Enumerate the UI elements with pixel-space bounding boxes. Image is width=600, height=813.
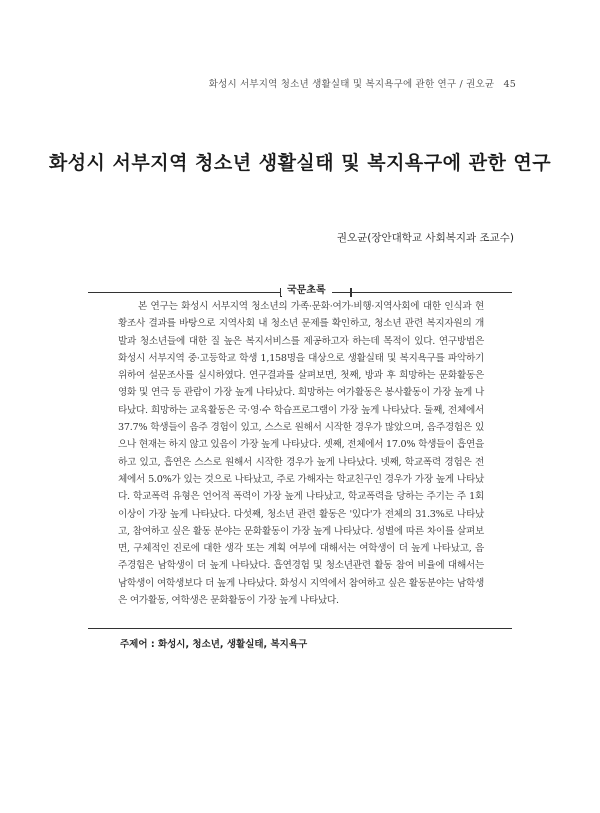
author-affiliation: 권오균(장안대학교 사회복지과 조교수) [336, 232, 514, 244]
divider-tick-right [350, 288, 352, 297]
keywords-divider [88, 628, 512, 629]
keywords: 주제어 : 화성시, 청소년, 생활실태, 복지욕구 [120, 639, 308, 650]
abstract-body: 본 연구는 화성시 서부지역 청소년의 가족·문화·여가·비행·지역사회에 대한 인식과 현황조사 결과를 바탕으로 지역사회 내 청소년 문제를 확인하고, 청소년 관련 복지자원의 개발과 청소년들에 대한 질 높은 복지서비스를 제공하고자 하는데 목적이 있다. 연구방법은 화성시 서부지역 중·고등학교 학생 1,158명을 대상으로 생활실태 및 복지욕구를 파악하기 위하여 설문조사를 실시하였다. 연구결과를 살펴보면, 첫째, 방과 후 희망하는 문화활동은 영화 및 연극 등 관람이 가장 높게 나타났다. 희망하는 여가활동은 봉사활동이 가장 높게 나타났다. 희망하는 교육활동은 국·영·수 학습프로그램이 가장 높게 나타났다. 둘째, 전체에서 37.7% 학생들이 음주 경험이 있고, 스스로 원해서 시작한 경우가 많았으며, 음주경험은 있으나 현재는 하지 않고 있음이 가장 높게 나타났다. 셋째, 전체에서 17.0% 학생들이 흡연을 하고 있고, 흡연은 스스로 원해서 시작한 경우가 높게 나타났다. 넷째, 학교폭력 경험은 전체에서 5.0%가 있는 것으로 나타났고, 주로 가해자는 학교친구인 경우가 가장 높게 나타났다. 학교폭력 유형은 언어적 폭력이 가장 높게 나타났고, 학교폭력을 당하는 주기는 주 1회 이상이 가장 높게 나타났다. 다섯째, 청소년 관련 활동은 '있다'가 전체의 31.3%로 나타났고, 참여하고 싶은 활동 분야는 문화활동이 가장 높게 나타났다. 성별에 따른 차이를 살펴보면, 구체적인 진로에 대한 생각 또는 계획 여부에 대해서는 여학생이 더 높게 나타났고, 음주경험은 남학생이 더 높게 나타났다. 흡연경험 및 청소년관련 활동 참여 비율에 대해서는 남학생이 여학생보다 더 높게 나타났다. 화성시 지역에서 참여하고 싶은 활동분야는 남학생은 여가활동, 여학생은 문화활동이 가장 높게 나타났다. [118, 301, 484, 607]
paper-title: 화성시 서부지역 청소년 생활실태 및 복지욕구에 관한 연구 [48, 152, 552, 174]
abstract-heading: 국문초록 [281, 281, 332, 296]
page-number: 45 [503, 79, 516, 90]
running-header-text: 화성시 서부지역 청소년 생활실태 및 복지욕구에 관한 연구 / 권오균 [208, 79, 495, 90]
running-header [209, 76, 516, 90]
